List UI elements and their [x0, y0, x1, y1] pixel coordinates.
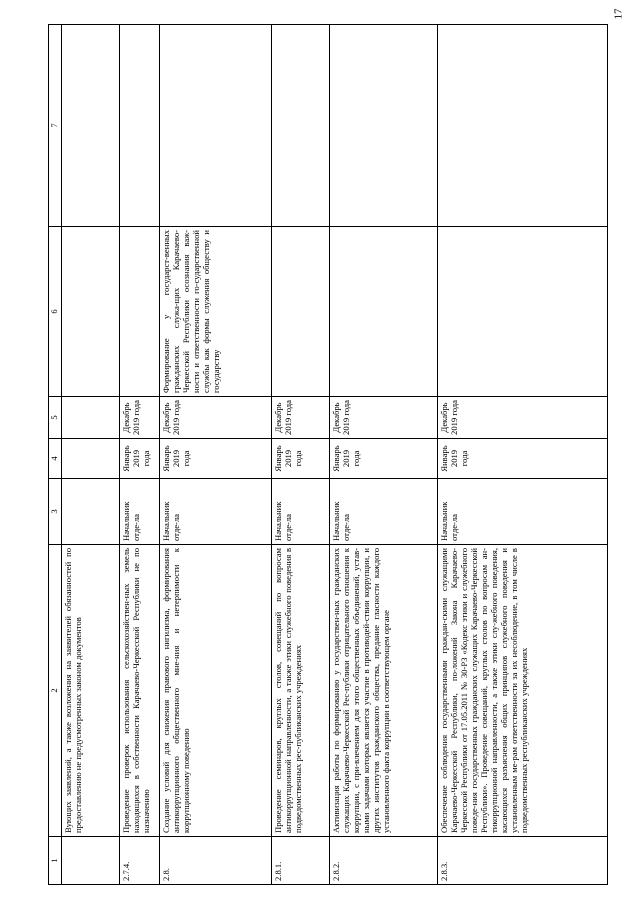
start-date: Январь 2019 года: [330, 439, 438, 479]
table-row: [62, 25, 120, 885]
responsible-cell: Начальник отде-ла: [160, 479, 272, 545]
table-row: [330, 25, 438, 885]
note-cell: [160, 25, 272, 227]
measure-text: Создание условий для снижения правового нигилизма, формирования антикоррупционного общественного мне-ния и нетерпимости к коррупционному поведению: [160, 545, 272, 837]
row-number: 2.8.2.: [330, 837, 438, 885]
column-header-5: 5: [49, 397, 62, 439]
row-number: 2.8.: [160, 837, 272, 885]
expected-result: Формирование у государст-венных гражданских служа-щих Карачаево-Черкесской Республики осознания важ-ности и ответственности го-сударственной службы как формы служения обществу и государству: [160, 227, 272, 397]
responsible-cell: Начальник отде-ла: [330, 479, 438, 545]
column-number-row: [49, 25, 62, 885]
row-number: 2.7.4.: [120, 837, 160, 885]
note-cell: [330, 25, 438, 227]
rotated-table-wrapper: [48, 25, 608, 885]
start-date: Январь 2019 года: [120, 439, 160, 479]
row-number: 2.8.1.: [272, 837, 330, 885]
responsible-cell: Начальник отде-ла: [120, 479, 160, 545]
end-date: [62, 397, 120, 439]
table-row: [272, 25, 330, 885]
expected-result: [120, 227, 160, 397]
column-header-4: 4: [49, 439, 62, 479]
note-cell: [438, 25, 608, 227]
responsible-cell: Начальник отде-ла: [272, 479, 330, 545]
table-row: [438, 25, 608, 885]
row-number: 2.8.3.: [438, 837, 608, 885]
end-date: Декабрь 2019 года: [160, 397, 272, 439]
expected-result: [438, 227, 608, 397]
measure-text: Активизация работы по формированию у государствен-ных гражданских служащих Карачаево-Черкесской Рес-публики отрицательного отношения к коррупции, с при-влечением для этого общественных объединений, устав-ными задачами которых является участие в противодей-ствии коррупции, и других институтов гражданского общества, предание гласности каждого установленного факта коррупции в соответствующем органе: [330, 545, 438, 837]
column-header-2: 2: [49, 545, 62, 837]
measure-text: Проведение семинаров, круглых столов, совещаний по вопросам антикоррупционной направленности, а также этики служебного поведения в подведомственных рес-публиканских учреждениях: [272, 545, 330, 837]
start-date: Январь 2019 года: [272, 439, 330, 479]
end-date: Декабрь 2019 года: [438, 397, 608, 439]
end-date: Декабрь 2019 года: [272, 397, 330, 439]
end-date: Декабрь 2019 года: [330, 397, 438, 439]
table-row: [160, 25, 272, 885]
note-cell: [272, 25, 330, 227]
expected-result: [330, 227, 438, 397]
column-header-3: 3: [49, 479, 62, 545]
expected-result: [62, 227, 120, 397]
measures-table: [48, 24, 608, 885]
note-cell: [120, 25, 160, 227]
column-header-1: 1: [49, 837, 62, 885]
measure-text: Вующих заявлений, а также возложения на заявителей обязанностей по предоставлению не предусмотренных законом документов: [62, 545, 120, 837]
measure-text: Проведение проверок использования сельскохозяйствен-ных земель находящихся в собственности Карачаево-Черкесской Республики не по назначению: [120, 545, 160, 837]
start-date: [62, 439, 120, 479]
column-header-7: 7: [49, 25, 62, 227]
note-cell: [62, 25, 120, 227]
responsible-cell: [62, 479, 120, 545]
start-date: Январь 2019 года: [160, 439, 272, 479]
end-date: Декабрь 2019 года: [120, 397, 160, 439]
table-row: [120, 25, 160, 885]
responsible-cell: Начальник отде-ла: [438, 479, 608, 545]
page-number: 17: [612, 8, 625, 20]
start-date: Январь 2019 года: [438, 439, 608, 479]
measure-text: Обеспечение соблюдения государственными граждан-скими служащими Карачаево-Черкесской Республики, по-ложений Закона Карачаево-Черкесской Республики от 17.05.2011 № 30-РЗ «Кодекс этики и служебного поведе-ния государственных гражданских служащих Карачаево-Черкесской Республики». Проведение совещаний, круглых столов по вопросам ан-тикоррупционной направленности, а также этики слу-жебного поведения, касающихся разъяснения общих принципов служебного поведения и установленным ме-рам ответственности за их несоблюдение, в том числе в подведомственных республиканских учреждениях: [438, 545, 608, 837]
row-number: [62, 837, 120, 885]
expected-result: [272, 227, 330, 397]
column-header-6: 6: [49, 227, 62, 397]
